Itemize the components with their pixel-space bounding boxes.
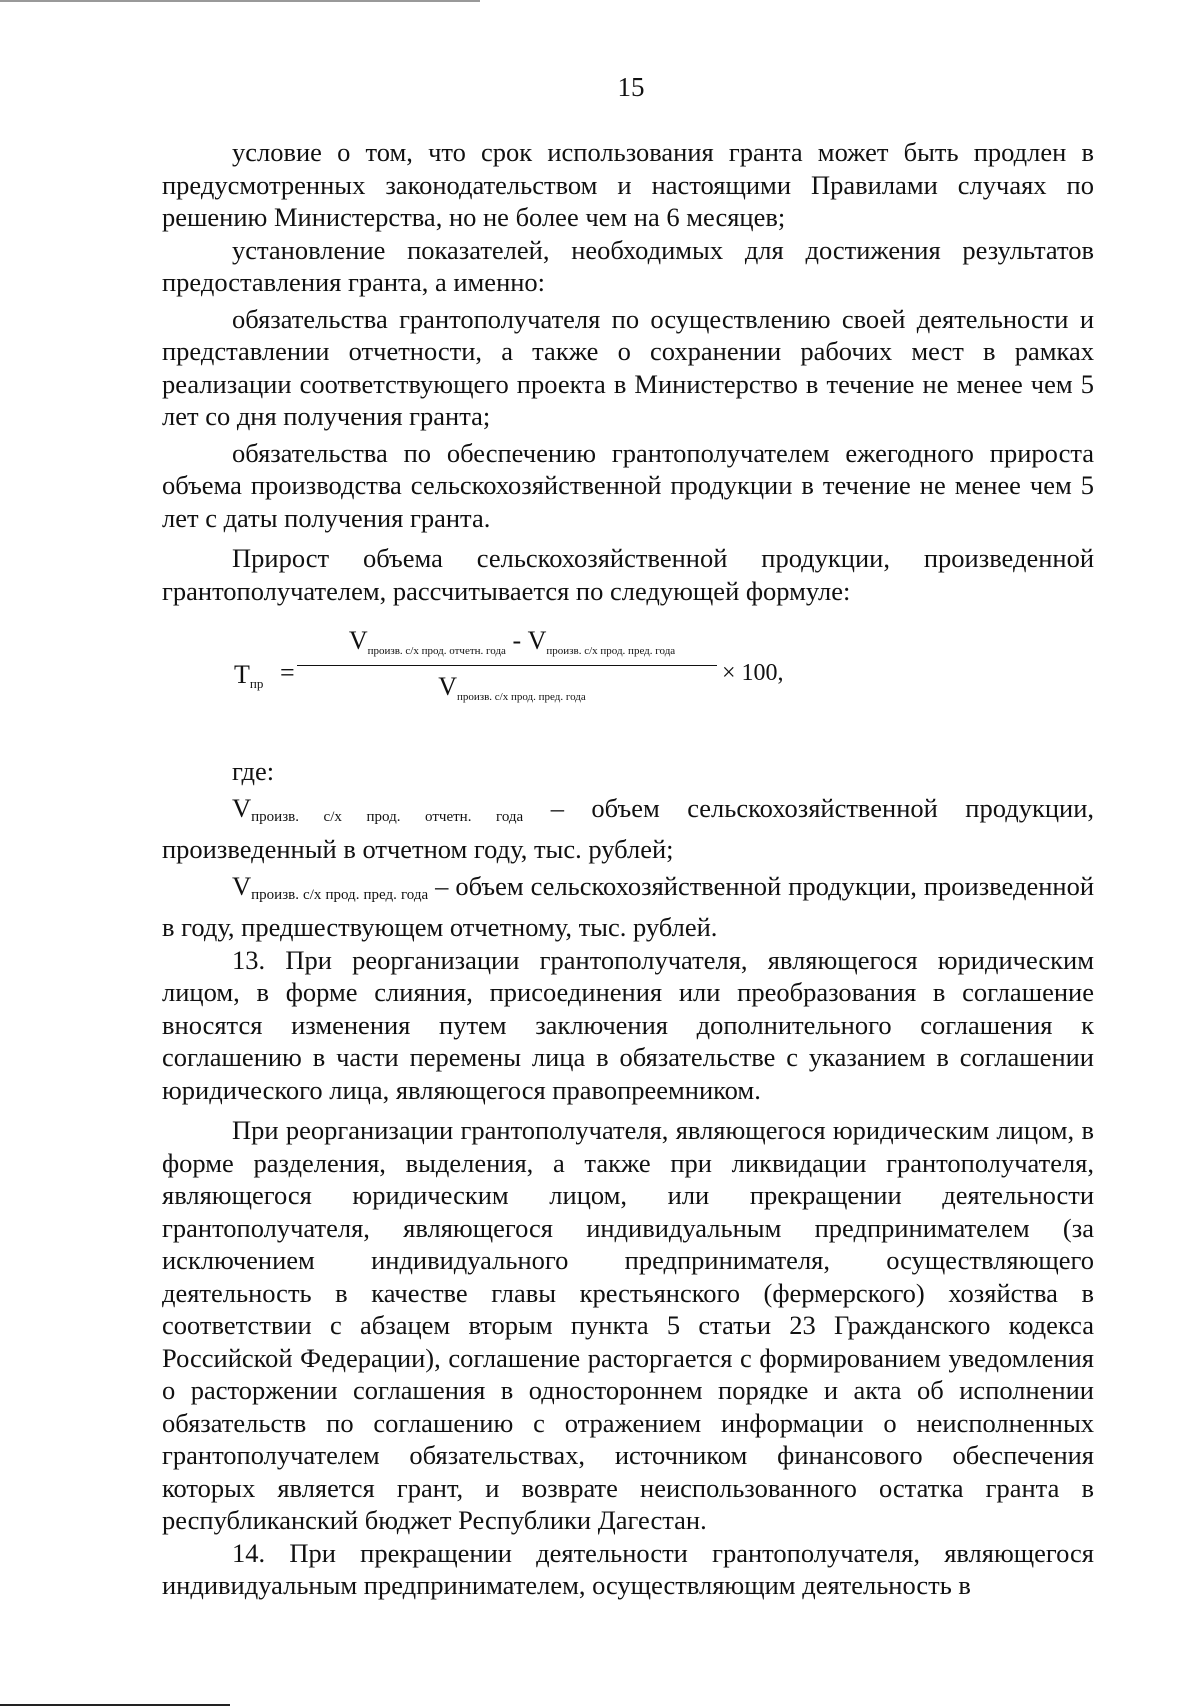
paragraph-14: 14. При прекращении деятельности грантополучателя, являющегося индивидуальным предпринимателем, осуществляющим деятельность в [162, 1537, 1094, 1600]
formula-times-100: × 100 [722, 660, 778, 686]
scan-top-edge [0, 0, 480, 2]
formula-trailing-comma: , [777, 660, 784, 686]
formula-fraction-bar [297, 665, 717, 666]
definition-previous-subscript: произв. с/х прод. пред. года [251, 886, 429, 903]
formula-minus: - [512, 626, 522, 655]
formula-v-current: V [348, 626, 368, 655]
paragraph-13: 13. При реорганизации грантополучателя, являющегося юридическим лицом, в форме слияния, присоединения или преобразования в соглашение вносятся изменения путем заключения дополнительного соглашения к соглашению в части перемены лица в обязательстве с указанием в соглашении юридического лица, являющегося правопреемником. [162, 944, 1094, 1105]
formula-lhs-symbol: T [234, 660, 250, 689]
growth-formula [162, 619, 1094, 731]
formula-equals: = [280, 658, 295, 687]
formula-v-previous: V [527, 626, 547, 655]
paragraph-formula-intro: Прирост объема сельскохозяйственной продукции, произведенной грантополучателем, рассчитывается по следующей формуле: [162, 543, 1094, 606]
definition-previous-text: – объем сельскохозяйственной продукции, произведенной в году, предшествующем отчетному, тыс. рублей. [162, 870, 1094, 942]
scan-bottom-edge [0, 1704, 230, 1706]
formula-denominator [302, 671, 722, 714]
definition-current-subscript: произв. с/х прод. отчетн. года [251, 808, 524, 825]
formula-lhs-subscript: пр [249, 676, 264, 691]
formula-sub-previous: произв. с/х прод. пред. года [546, 645, 676, 657]
formula-v-denominator: V [438, 672, 457, 701]
formula-multiplier [722, 657, 784, 690]
paragraph-13-reorganization: При реорганизации грантополучателя, являющегося юридическим лицом, в форме разделения, выделения, а также при ликвидации грантополучателя, являющегося юридическим лицом, или прекращении деятельности грантополучателя, являющегося индивидуальным предпринимателем (за исключением индивидуального предпринимателя, осуществляющего деятельность в качестве главы крестьянского (фермерского) хозяйства в соответствии с абзацем вторым пункта 5 статьи 23 Гражданского кодекса Российской Федерации), соглашение расторгается с формированием уведомления о расторжении соглашения в одностороннем порядке и акта об исполнении обязательств по соглашению с отражением информации о неисполненных грантополучателем обязательствах, источником финансового обеспечения которых является грант, и возврате неиспользованного остатка гранта в республиканский бюджет Республики Дагестан. [162, 1115, 1094, 1535]
document-body [162, 136, 1094, 1602]
definition-current-year [162, 792, 1094, 866]
definition-current-v: V [232, 792, 252, 823]
formula-lhs [234, 659, 263, 701]
paragraph-obligation-growth: обязательства по обеспечению грантополучателем ежегодного прироста объема производства сельскохозяйственной продукции в течение не менее чем 5 лет с даты получения гранта. [162, 437, 1094, 533]
definition-previous-v: V [232, 870, 252, 901]
formula-numerator [302, 625, 722, 668]
page-number: 15 [617, 72, 645, 102]
formula-sub-current: произв. с/х прод. отчетн. года [367, 645, 506, 657]
paragraph-indicators: установление показателей, необходимых для достижения результатов предоставления гранта, а именно: [162, 234, 1094, 297]
formula-sub-denominator: произв. с/х прод. пред. года [456, 691, 586, 703]
paragraph-obligation-reporting: обязательства грантополучателя по осуществлению своей деятельности и представлении отчетности, а также о сохранении рабочих мест в рамках реализации соответствующего проекта в Министерство в течение не менее чем 5 лет со дня получения гранта; [162, 303, 1094, 431]
paragraph-where: где: [232, 756, 275, 786]
definition-current-text: – объем сельскохозяйственной продукции, произведенный в отчетном году, тыс. рублей; [162, 792, 1094, 864]
definition-current-symbol [232, 793, 523, 823]
paragraph-grant-extension: условие о том, что срок использования гранта может быть продлен в предусмотренных законодательством и настоящими Правилами случаях по решению Министерства, но не более чем на 6 месяцев; [162, 137, 1094, 232]
definition-previous-year [162, 870, 1094, 944]
definition-previous-symbol [232, 871, 428, 901]
